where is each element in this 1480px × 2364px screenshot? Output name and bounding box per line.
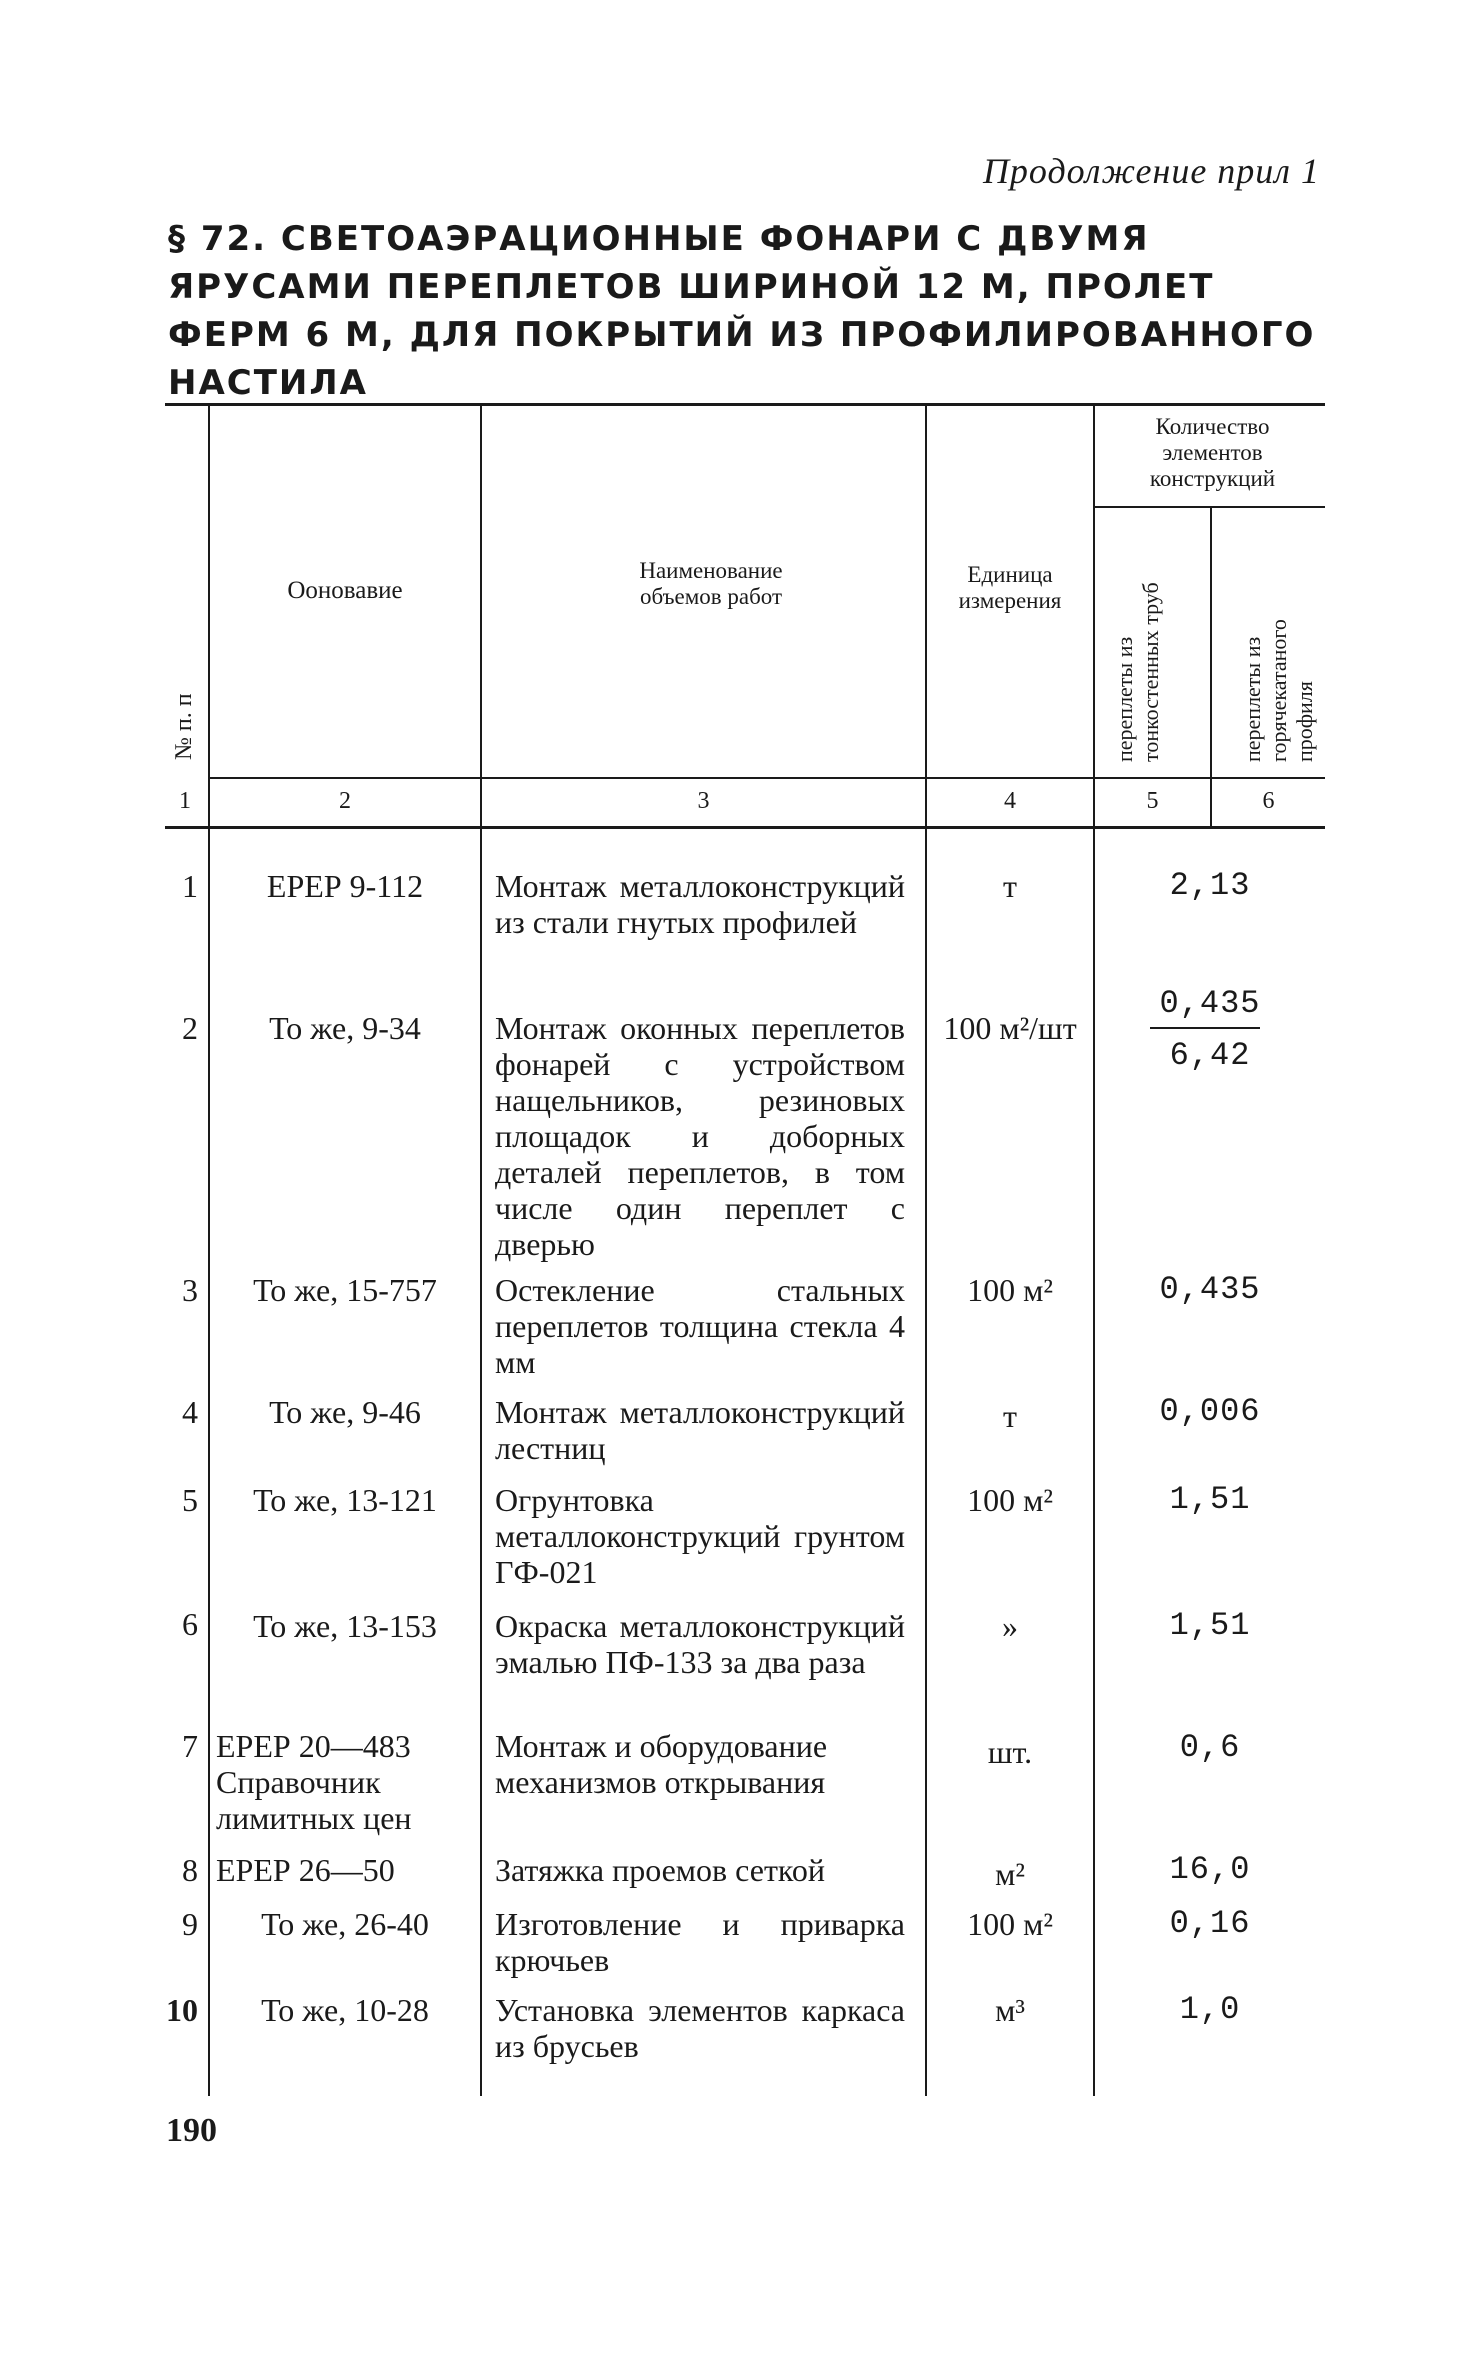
row-basis: То же, 26-40 <box>261 1906 429 1942</box>
row-unit: 100 м² <box>967 1906 1053 1942</box>
row-basis: ЕРЕР 20—483 Справочник лимитных цен <box>216 1728 412 1836</box>
row-qty: 0,16 <box>1169 1905 1251 1942</box>
row-qty: 1,51 <box>1169 1481 1251 1518</box>
row-work: Монтаж металлоконструкций лестниц <box>495 1394 905 1466</box>
header-work: Наименование объемов работ <box>639 558 783 609</box>
row-qty: 1,0 <box>1179 1991 1241 2028</box>
row-qty: 0,435 <box>1159 1271 1261 1308</box>
col-divider-2 <box>480 406 482 2096</box>
row-num: 1 <box>182 868 198 904</box>
row-qty: 0,6 <box>1179 1729 1241 1766</box>
colnum-4: 4 <box>1004 788 1016 814</box>
colnum-3: 3 <box>697 788 710 814</box>
row-work: Изготовление и приварка крючьев <box>495 1906 905 1978</box>
colnum-6: 6 <box>1262 788 1275 814</box>
row-qty-numerator: 0,435 <box>1159 985 1261 1022</box>
row-qty: 16,0 <box>1169 1851 1251 1888</box>
header-bottom-rule <box>208 777 1325 779</box>
col-divider-1 <box>208 406 210 2096</box>
row-num: 5 <box>182 1482 198 1518</box>
header-col6: переплеты из горячекатаного профиля <box>1240 619 1317 762</box>
row-unit: » <box>1002 1608 1018 1644</box>
row-basis: То же, 9-34 <box>269 1010 421 1046</box>
header-qty-group: Количество элементов конструкций <box>1149 414 1276 491</box>
col-divider-4 <box>1093 406 1095 2096</box>
row-work: Остекление стальных переплетов толщина стекла 4 мм <box>495 1272 905 1380</box>
col-divider-5 <box>1210 508 1212 826</box>
row-unit: т <box>1003 868 1017 904</box>
header-basis: Ооновавие <box>287 577 403 604</box>
row-num: 9 <box>182 1906 198 1942</box>
row-work: Установка элементов каркаса из брусьев <box>495 1992 905 2064</box>
row-num: 10 <box>166 1992 198 2028</box>
row-num: 7 <box>182 1728 198 1764</box>
row-work: Окраска металлоконструкций эмалью ПФ-133 за два раза <box>495 1608 905 1680</box>
colnum-bottom-rule <box>165 826 1325 829</box>
row-num: 2 <box>182 1010 198 1046</box>
row-basis: То же, 15-757 <box>253 1272 437 1308</box>
page-number: 190 <box>166 2112 217 2149</box>
row-work: Монтаж металлоконструкций из стали гнутых профилей <box>495 868 905 940</box>
table-top-rule <box>165 403 1325 406</box>
row-qty: 1,51 <box>1169 1607 1251 1644</box>
row-num: 6 <box>182 1606 198 1642</box>
row-work: Затяжка проемов сеткой <box>495 1852 825 1888</box>
fraction-bar <box>1150 1027 1260 1029</box>
row-unit: 100 м² <box>967 1482 1053 1518</box>
row-num: 8 <box>182 1852 198 1888</box>
row-unit: 100 м² <box>967 1272 1053 1308</box>
row-work: Монтаж оконных переплетов фонарей с устройством нащельников, резиновых площадок и доборных деталей переплетов, в том числе один переплет с дверью <box>495 1010 905 1262</box>
row-work: Монтаж и оборудование механизмов открывания <box>495 1728 828 1800</box>
colnum-5: 5 <box>1146 788 1159 814</box>
row-unit: м³ <box>995 1992 1025 2028</box>
row-basis: То же, 9-46 <box>269 1394 421 1430</box>
section-title: § 72. СВЕТОАЭРАЦИОННЫЕ ФОНАРИ С ДВУМЯ ЯРУСАМИ ПЕРЕПЛЕТОВ ШИРИНОЙ 12 М, ПРОЛЕТ ФЕРМ 6 М, ДЛЯ ПОКРЫТИЙ ИЗ ПРОФИЛИРОВАННОГО НАСТИЛА <box>168 219 1316 403</box>
row-unit: т <box>1003 1398 1017 1434</box>
row-unit: шт. <box>987 1734 1033 1770</box>
row-basis: ЕРЕР 9-112 <box>266 868 424 904</box>
row-basis: ЕРЕР 26—50 <box>216 1852 395 1888</box>
header-num: № п. п <box>171 693 197 760</box>
header-col5: переплеты из тонкостенных труб <box>1112 582 1163 762</box>
col-divider-3 <box>925 406 927 2096</box>
row-num: 3 <box>182 1272 198 1308</box>
header-unit: Единица измерения <box>958 562 1062 613</box>
colnum-2: 2 <box>339 788 351 814</box>
row-basis: То же, 10-28 <box>261 1992 429 2028</box>
row-unit: м² <box>995 1856 1025 1892</box>
row-unit: 100 м²/шт <box>943 1010 1077 1046</box>
continuation-note: Продолжение прил 1 <box>982 151 1320 191</box>
row-qty: 2,13 <box>1169 867 1251 904</box>
colnum-1: 1 <box>179 788 191 814</box>
row-qty-denominator: 6,42 <box>1169 1037 1251 1074</box>
row-num: 4 <box>182 1394 198 1430</box>
row-basis: То же, 13-153 <box>253 1608 437 1644</box>
row-work: Огрунтовка металлоконструкций грунтом ГФ-021 <box>495 1482 905 1590</box>
row-basis: То же, 13-121 <box>253 1482 437 1518</box>
row-qty: 0,006 <box>1159 1393 1261 1430</box>
